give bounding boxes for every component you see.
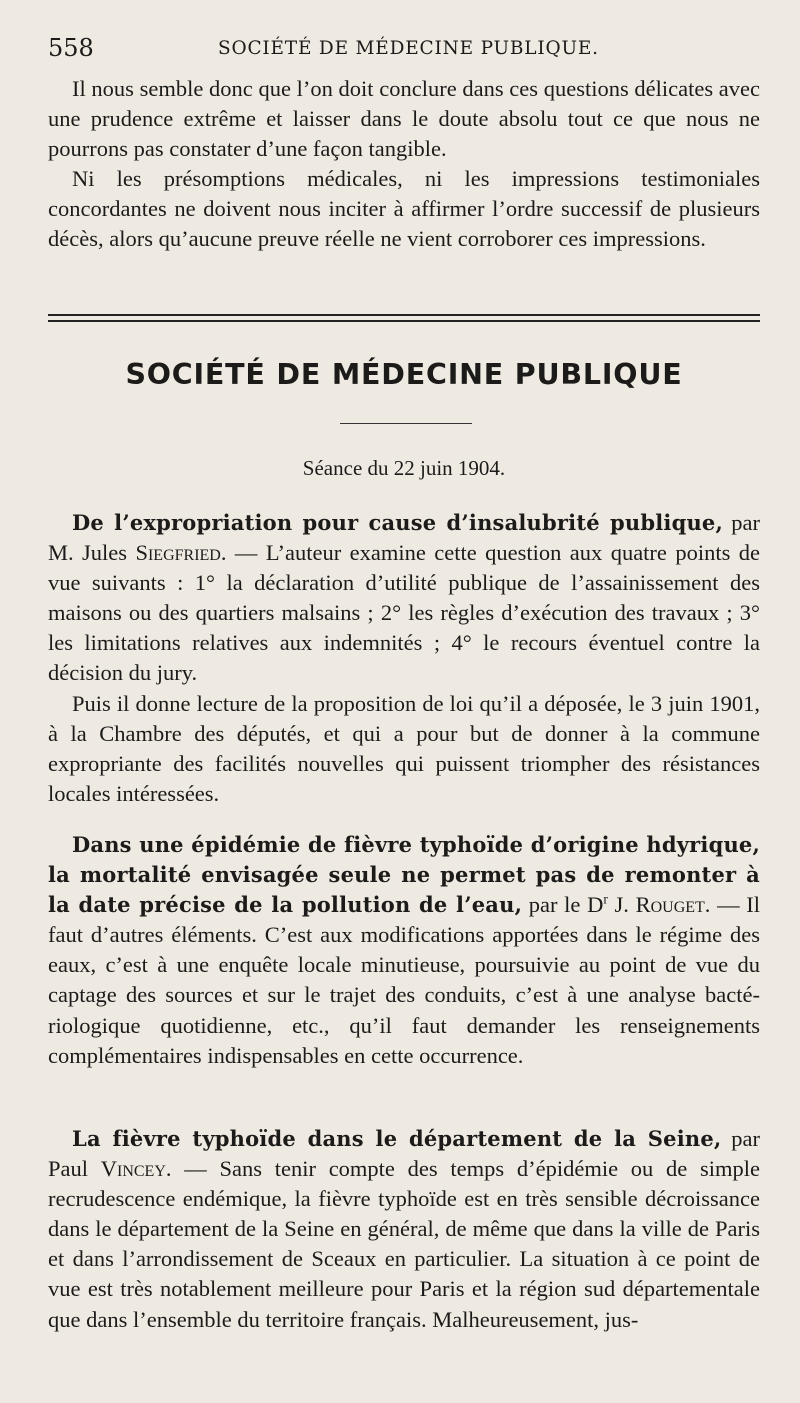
article-byline: J. — [607, 892, 636, 918]
article-title: Dans une épidémie de fièvre typhoïde d’origine hdyrique, la mortalité envisagée seule ne permet pas de remonter à la date précise de la pollution de l’eau, — [48, 832, 760, 918]
article-title: La fièvre typhoïde dans le département de la Seine, — [72, 1126, 722, 1151]
article-author: Vincey — [100, 1156, 166, 1182]
article-byline-superscript: r — [603, 891, 608, 907]
article-typhoid-water — [48, 830, 760, 1071]
article-author: Rouget — [635, 892, 705, 918]
section-title: SOCIÉTÉ DE MÉDECINE PUBLIQUE — [125, 358, 683, 391]
article-body: . — Sans tenir compte des temps d’épidémie ou de simple recrudescence endémique, la fièvre typhoïde est en très sensible décroissance dans le département de la Seine en général, de même que dans la ville de Paris et dans l’arrondissement de Sceaux en particulier. La situation à ce point de vue est très notablement meilleure pour Paris et la région sud départementale que dans l’ensemble du territoire français. Malheureusement, jus- — [48, 1156, 760, 1332]
running-title: SOCIÉTÉ DE MÉDECINE PUBLIQUE. — [218, 38, 599, 59]
running-head — [48, 30, 760, 70]
article-body: . — L’auteur examine cette question aux quatre points de vue suivants : 1° la déclaration d’utilité publique de l’assainissement des maisons ou des quartiers malsains ; 2° les règles d’exécution des travaux ; 3° les limitations relatives aux indemnités ; 4° le recours éventuel contre la décision du jury. — [48, 540, 760, 686]
article-byline: par Paul — [48, 1126, 761, 1182]
section-divider — [48, 314, 760, 322]
article-expropriation — [48, 508, 760, 809]
intro-text — [48, 74, 760, 255]
article-author: Siegfried — [135, 540, 221, 566]
page-number: 558 — [48, 34, 94, 62]
article-byline: par le D — [522, 892, 604, 918]
intro-paragraph-1: Il nous semble donc que l’on doit conclure dans ces questions délicates avec une prudence extrême et laisser dans le doute absolu tout ce que nous ne pourrons pas constater d’une façon tangible. — [48, 76, 760, 162]
article-paragraph: Puis il donne lecture de la proposition de loi qu’il a déposée, le 3 juin 1901, à la Chambre des députés, et qui a pour but de donner à la commune expropriante des facilités nouvelles qui puissent triompher des résistances locales intéressées. — [48, 690, 760, 806]
session-date: Séance du 22 juin 1904. — [302, 456, 506, 480]
intro-paragraph-2: Ni les présomptions médicales, ni les impressions testimoniales concordantes ne doivent nous inciter à affirmer l’ordre successif de plusieurs décès, alors qu’aucune preuve réelle ne vient corroborer ces impressions. — [48, 166, 760, 252]
article-byline: par M. Jules — [48, 510, 761, 566]
article-body: . — Il faut d’autres éléments. C’est aux modifications apportées dans le régime des eaux, c’est à une enquête locale minutieuse, poursuivie au point de vue du captage des sources et sur le trajet des conduits, c’est à une analyse bactériologique quotidienne, etc., qu’il faut demander les renseignements complémentaires indispensables en cette occurrence. — [48, 892, 761, 1068]
article-typhoid-seine — [48, 1124, 760, 1335]
article-title: De l’expropriation pour cause d’insalubrité publique, — [72, 510, 723, 535]
title-underline — [340, 423, 472, 424]
